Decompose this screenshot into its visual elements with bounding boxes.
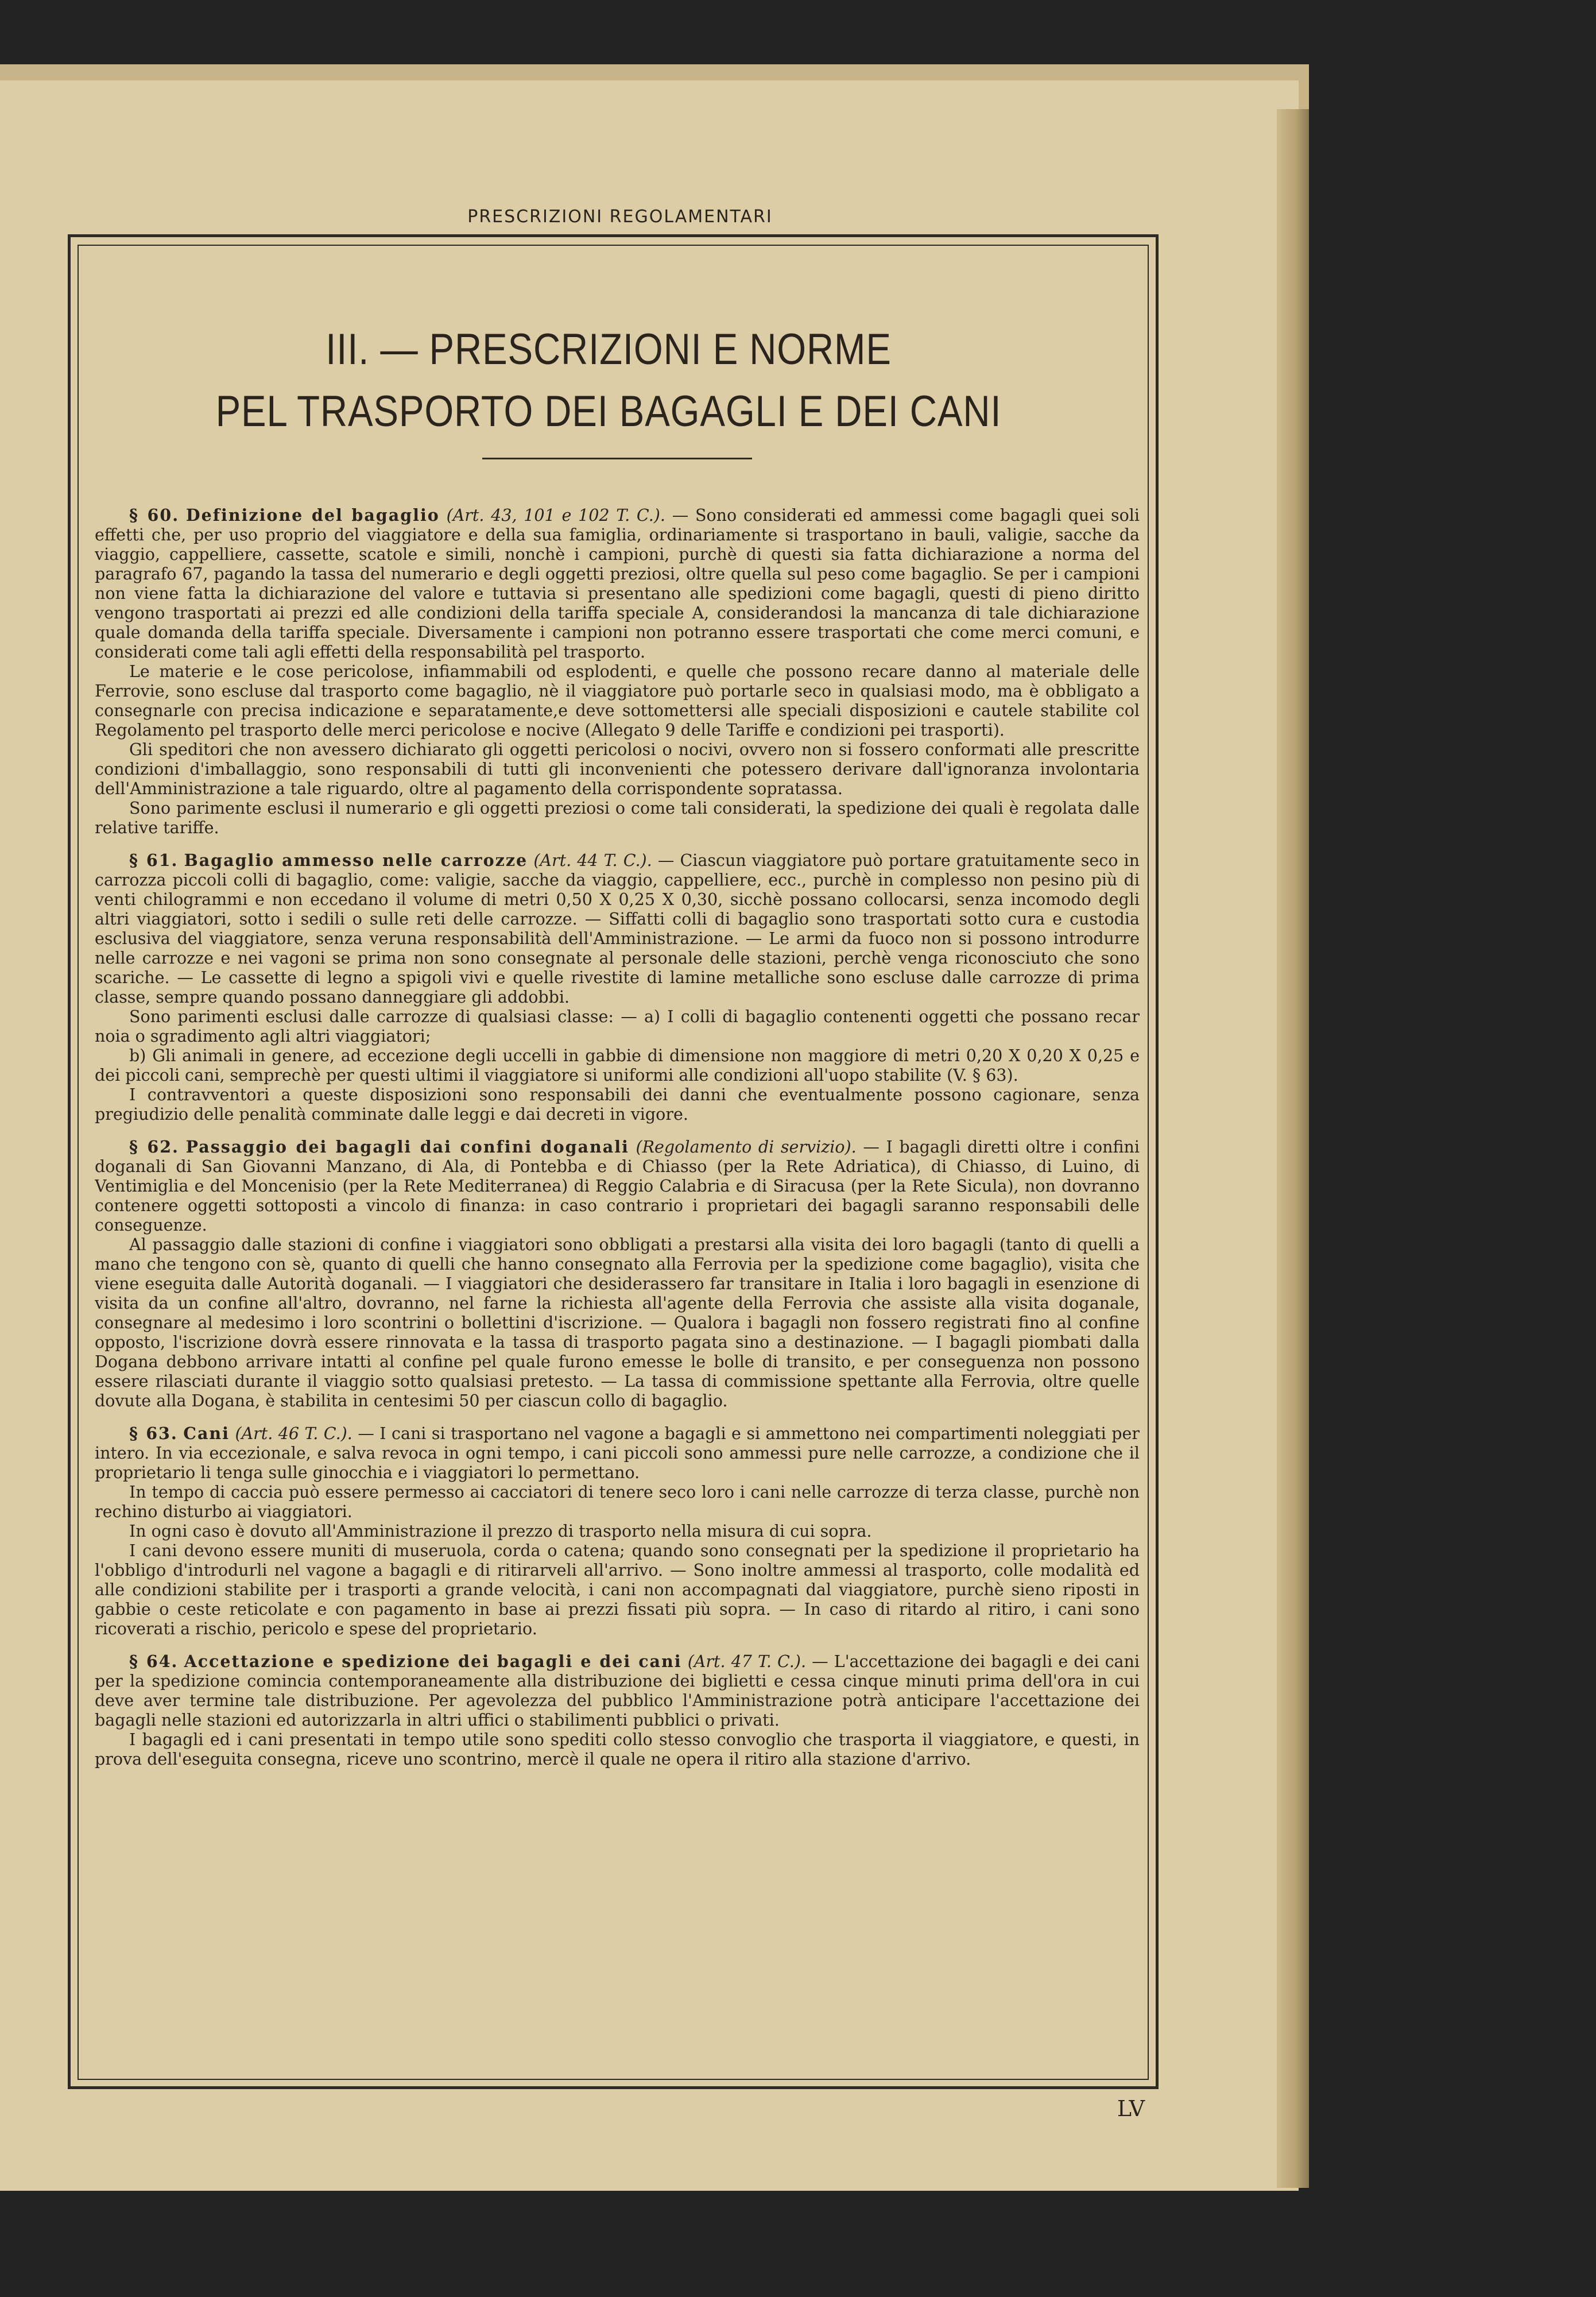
chapter-title-line-2: PEL TRASPORTO DEI BAGAGLI E DEI CANI bbox=[215, 387, 1002, 436]
section-64 bbox=[95, 1652, 1140, 1769]
section-ref: (Art. 44 T. C.). bbox=[533, 851, 652, 870]
section-paragraph: I bagagli ed i cani presentati in tempo utile sono spediti collo stesso convoglio che trasporta il viaggiatore, e questi, in prova dell'eseguita consegna, riceve uno scontrino, mercè il quale ne opera il ritiro alla stazione d'arrivo. bbox=[95, 1730, 1140, 1769]
section-paragraph: I cani devono essere muniti di museruola, corda o catena; quando sono consegnati per la spedizione il proprietario ha l'obbligo d'introdurli nel vagone a bagagli e di ritirarveli all'arrivo. — Sono inoltre ammessi al trasporto, colle modalità ed alle condizioni stabilite per i trasporti a grande velocità, i cani non accompagnati dal viaggiatore, purchè sieno riposti in gabbie o ceste reticolate e con pagamento in base ai prezzi fissati più sopra. — In caso di ritardo al ritiro, i cani sono ricoverati a rischio, pericolo e spese del proprietario. bbox=[95, 1541, 1140, 1638]
section-ref: (Art. 47 T. C.). bbox=[687, 1652, 807, 1671]
section-title: Bagaglio ammesso nelle carrozze bbox=[184, 850, 528, 870]
body-text bbox=[95, 505, 1140, 2067]
paragraph-text: — I cani si trasportano nel vagone a bagagli e si ammettono nei compartimenti noleggiati per intero. In via eccezionale, e salva revoca in ogni tempo, i cani piccoli sono ammessi pure nelle carrozze, a condizione che il proprietario li tenga sulle ginocchia e i viaggiatori lo permettano. bbox=[95, 1424, 1140, 1482]
section-ref: (Art. 43, 101 e 102 T. C.). bbox=[446, 506, 665, 525]
chapter-title bbox=[199, 319, 1018, 443]
page-edge bbox=[1277, 109, 1309, 2188]
section-number: § 64. bbox=[129, 1652, 179, 1671]
section-paragraph: I contravventori a queste disposizioni sono responsabili dei danni che eventualmente possono cagionare, senza pregiudizio delle penalità comminate dalle leggi e dai decreti in vigore. bbox=[95, 1085, 1140, 1124]
section-paragraph bbox=[95, 850, 1140, 1007]
section-paragraph: In tempo di caccia può essere permesso ai cacciatori di tenere seco loro i cani nelle carrozze di terza classe, purchè non rechino disturbo ai viaggiatori. bbox=[95, 1483, 1140, 1521]
section-61 bbox=[95, 850, 1140, 1124]
paragraph-text: — Ciascun viaggiatore può portare gratuitamente seco in carrozza piccoli colli di bagaglio, come: valigie, sacche da viaggio, cappelliere, ecc., purchè in complesso non pesino più di venti chilogrammi e non eccedano il volume di metri 0,50 X 0,25 X 0,30, sicchè possano collocarsi, senza incomodo degli altri viaggiatori, sotto i sedili o sulle reti delle carrozze. — Siffatti colli di bagaglio sono trasportati sotto cura e custodia esclusiva del viaggiatore, senza veruna responsabilità dell'Amministrazione. — Le armi da fuoco non si possono introdurre nelle carrozze e nei vagoni se prima non sono consegnate al personale delle stazioni, perchè venga riconosciuto che sono scariche. — Le cassette di legno a spigoli vivi e quelle rivestite di lamine metalliche sono escluse dalle carrozze di prima classe, sempre quando possano danneggiare gli addobbi. bbox=[95, 851, 1140, 1007]
section-paragraph: Gli speditori che non avessero dichiarato gli oggetti pericolosi o nocivi, ovvero non si fossero conformati alle prescritte condizioni d'imballaggio, sono responsabili di tutti gli inconvenienti che potessero derivare dall'ignoranza involontaria dell'Amministrazione a tale riguardo, oltre al pagamento della corrispondente sopratassa. bbox=[95, 740, 1140, 798]
section-paragraph bbox=[95, 1652, 1140, 1730]
page-number: LV bbox=[1117, 2096, 1145, 2121]
paragraph-text: — I bagagli diretti oltre i confini doganali di San Giovanni Manzano, di Ala, di Pontebba e di Chiasso (per la Rete Adriatica), di Chiasso, di Luino, di Ventimiglia e del Moncenisio (per la Rete Mediterranea) di Reggio Calabria e di Siracusa (per la Rete Sicula), non dovranno contenere oggetti sottoposti a vincolo di finanza: in caso contrario i proprietari dei bagagli saranno responsabili delle conseguenze. bbox=[95, 1138, 1140, 1235]
section-paragraph bbox=[95, 1137, 1140, 1235]
running-head: PRESCRIZIONI REGOLAMENTARI bbox=[467, 207, 773, 227]
section-paragraph: Al passaggio dalle stazioni di confine i viaggiatori sono obbligati a prestarsi alla visita dei loro bagagli (tanto di quelli a mano che tengono con sè, quanto di quelli che hanno consegnato alla Ferrovia per la spedizione come bagaglio), visita che viene eseguita dalle Autorità doganali. — I viaggiatori che desiderassero far transitare in Italia i loro bagagli in esenzione di visita da un confine all'altro, dovranno, nel farne la richiesta all'agente della Ferrovia che assiste alla visita doganale, consegnare al medesimo i loro scontrini o bollettini d'iscrizione. — Qualora i bagagli non fossero registrati fino al confine opposto, l'iscrizione dovrà essere rinnovata e la tassa di trasporto pagata sino a destinazione. — I bagagli piombati dalla Dogana debbono arrivare intatti al confine pel quale furono emesse le bolle di transito, e per conseguenza non possono essere rilasciati durante il viaggio sotto qualsiasi pretesto. — La tassa di commissione spettante alla Ferrovia, oltre quelle dovute alla Dogana, è stabilita in centesimi 50 per ciascun collo di bagaglio. bbox=[95, 1235, 1140, 1410]
chapter-title-line-1: III. — PRESCRIZIONI E NORME bbox=[326, 325, 892, 374]
section-paragraph: b) Gli animali in genere, ad eccezione degli uccelli in gabbie di dimensione non maggiore di metri 0,20 X 0,20 X 0,25 e dei piccoli cani, semprechè per questi ultimi il viaggiatore si uniformi alle condizioni all'uopo stabilite (V. § 63). bbox=[95, 1046, 1140, 1085]
paragraph-text: — L'accettazione dei bagagli e dei cani per la spedizione comincia contemporaneamente alla distribuzione dei biglietti e cessa cinque minuti prima dell'ora in cui deve aver termine tale distribuzione. Per agevolezza del pubblico l'Amministrazione potrà anticipare l'accettazione dei bagagli nelle stazioni ed autorizzarla in altri uffici o stabilimenti pubblici o privati. bbox=[95, 1652, 1140, 1730]
section-paragraph bbox=[95, 505, 1140, 662]
section-ref: (Art. 46 T. C.). bbox=[235, 1424, 352, 1443]
section-paragraph: Le materie e le cose pericolose, infiammabili od esplodenti, e quelle che possono recare danno al materiale delle Ferrovie, sono escluse dal trasporto come bagaglio, nè il viaggiatore può portarle seco in qualsiasi modo, ma è obbligato a consegnarle con precisa indicazione e separatamente,e deve sottomettersi alle speciali disposizioni e cautele stabilite col Regolamento pel trasporto delle merci pericolose e nocive (Allegato 9 delle Tariffe e condizioni pei trasporti). bbox=[95, 662, 1140, 740]
section-paragraph: In ogni caso è dovuto all'Amministrazione il prezzo di trasporto nella misura di cui sopra. bbox=[129, 1522, 872, 1541]
section-title: Passaggio dei bagagli dai confini doganali bbox=[185, 1137, 629, 1157]
section-62 bbox=[95, 1137, 1140, 1411]
section-ref: (Regolamento di servizio). bbox=[636, 1138, 857, 1157]
section-title: Accettazione e spedizione dei bagagli e dei cani bbox=[184, 1652, 682, 1671]
section-title: Cani bbox=[183, 1424, 230, 1443]
section-number: § 61. bbox=[129, 850, 179, 870]
paragraph-text: — Sono considerati ed ammessi come bagagli quei soli effetti che, per uso proprio del viaggiatore e della sua famiglia, ordinariamente si trasportano in bauli, valigie, sacche da viaggio, cappelliere, cassette, scatole e simili, nonchè i campioni, purchè di questi sia fatta dichiarazione a norma del paragrafo 67, pagando la tassa del numerario e degli oggetti preziosi, oltre quella sul peso come bagaglio. Se per i campioni non viene fatta la dichiarazione del valore e tuttavia si presentano alle spedizioni come bagagli, questi di pieno diritto vengono trasportati ai prezzi ed alle condizioni della tariffa speciale A, considerandosi la mancanza di tale dichiarazione quale domanda della tariffa speciale. Diversamente i campioni non potranno essere trasportati che come merci comuni, e considerati come tali agli effetti della responsabilità pel trasporto. bbox=[95, 506, 1140, 662]
section-number: § 63. bbox=[129, 1424, 178, 1443]
section-paragraph bbox=[95, 1424, 1140, 1483]
section-60 bbox=[95, 505, 1140, 838]
section-number: § 62. bbox=[129, 1137, 179, 1157]
section-number: § 60. bbox=[129, 505, 180, 525]
section-paragraph: Sono parimente esclusi il numerario e gli oggetti preziosi o come tali considerati, la spedizione dei quali è regolata dalle relative tariffe. bbox=[95, 799, 1140, 837]
section-63 bbox=[95, 1424, 1140, 1639]
title-rule bbox=[482, 458, 752, 459]
section-title: Definizione del bagaglio bbox=[185, 505, 440, 525]
section-paragraph: Sono parimenti esclusi dalle carrozze di qualsiasi classe: — a) I colli di bagaglio contenenti oggetti che possano recar noia o sgradimento agli altri viaggiatori; bbox=[95, 1007, 1140, 1046]
